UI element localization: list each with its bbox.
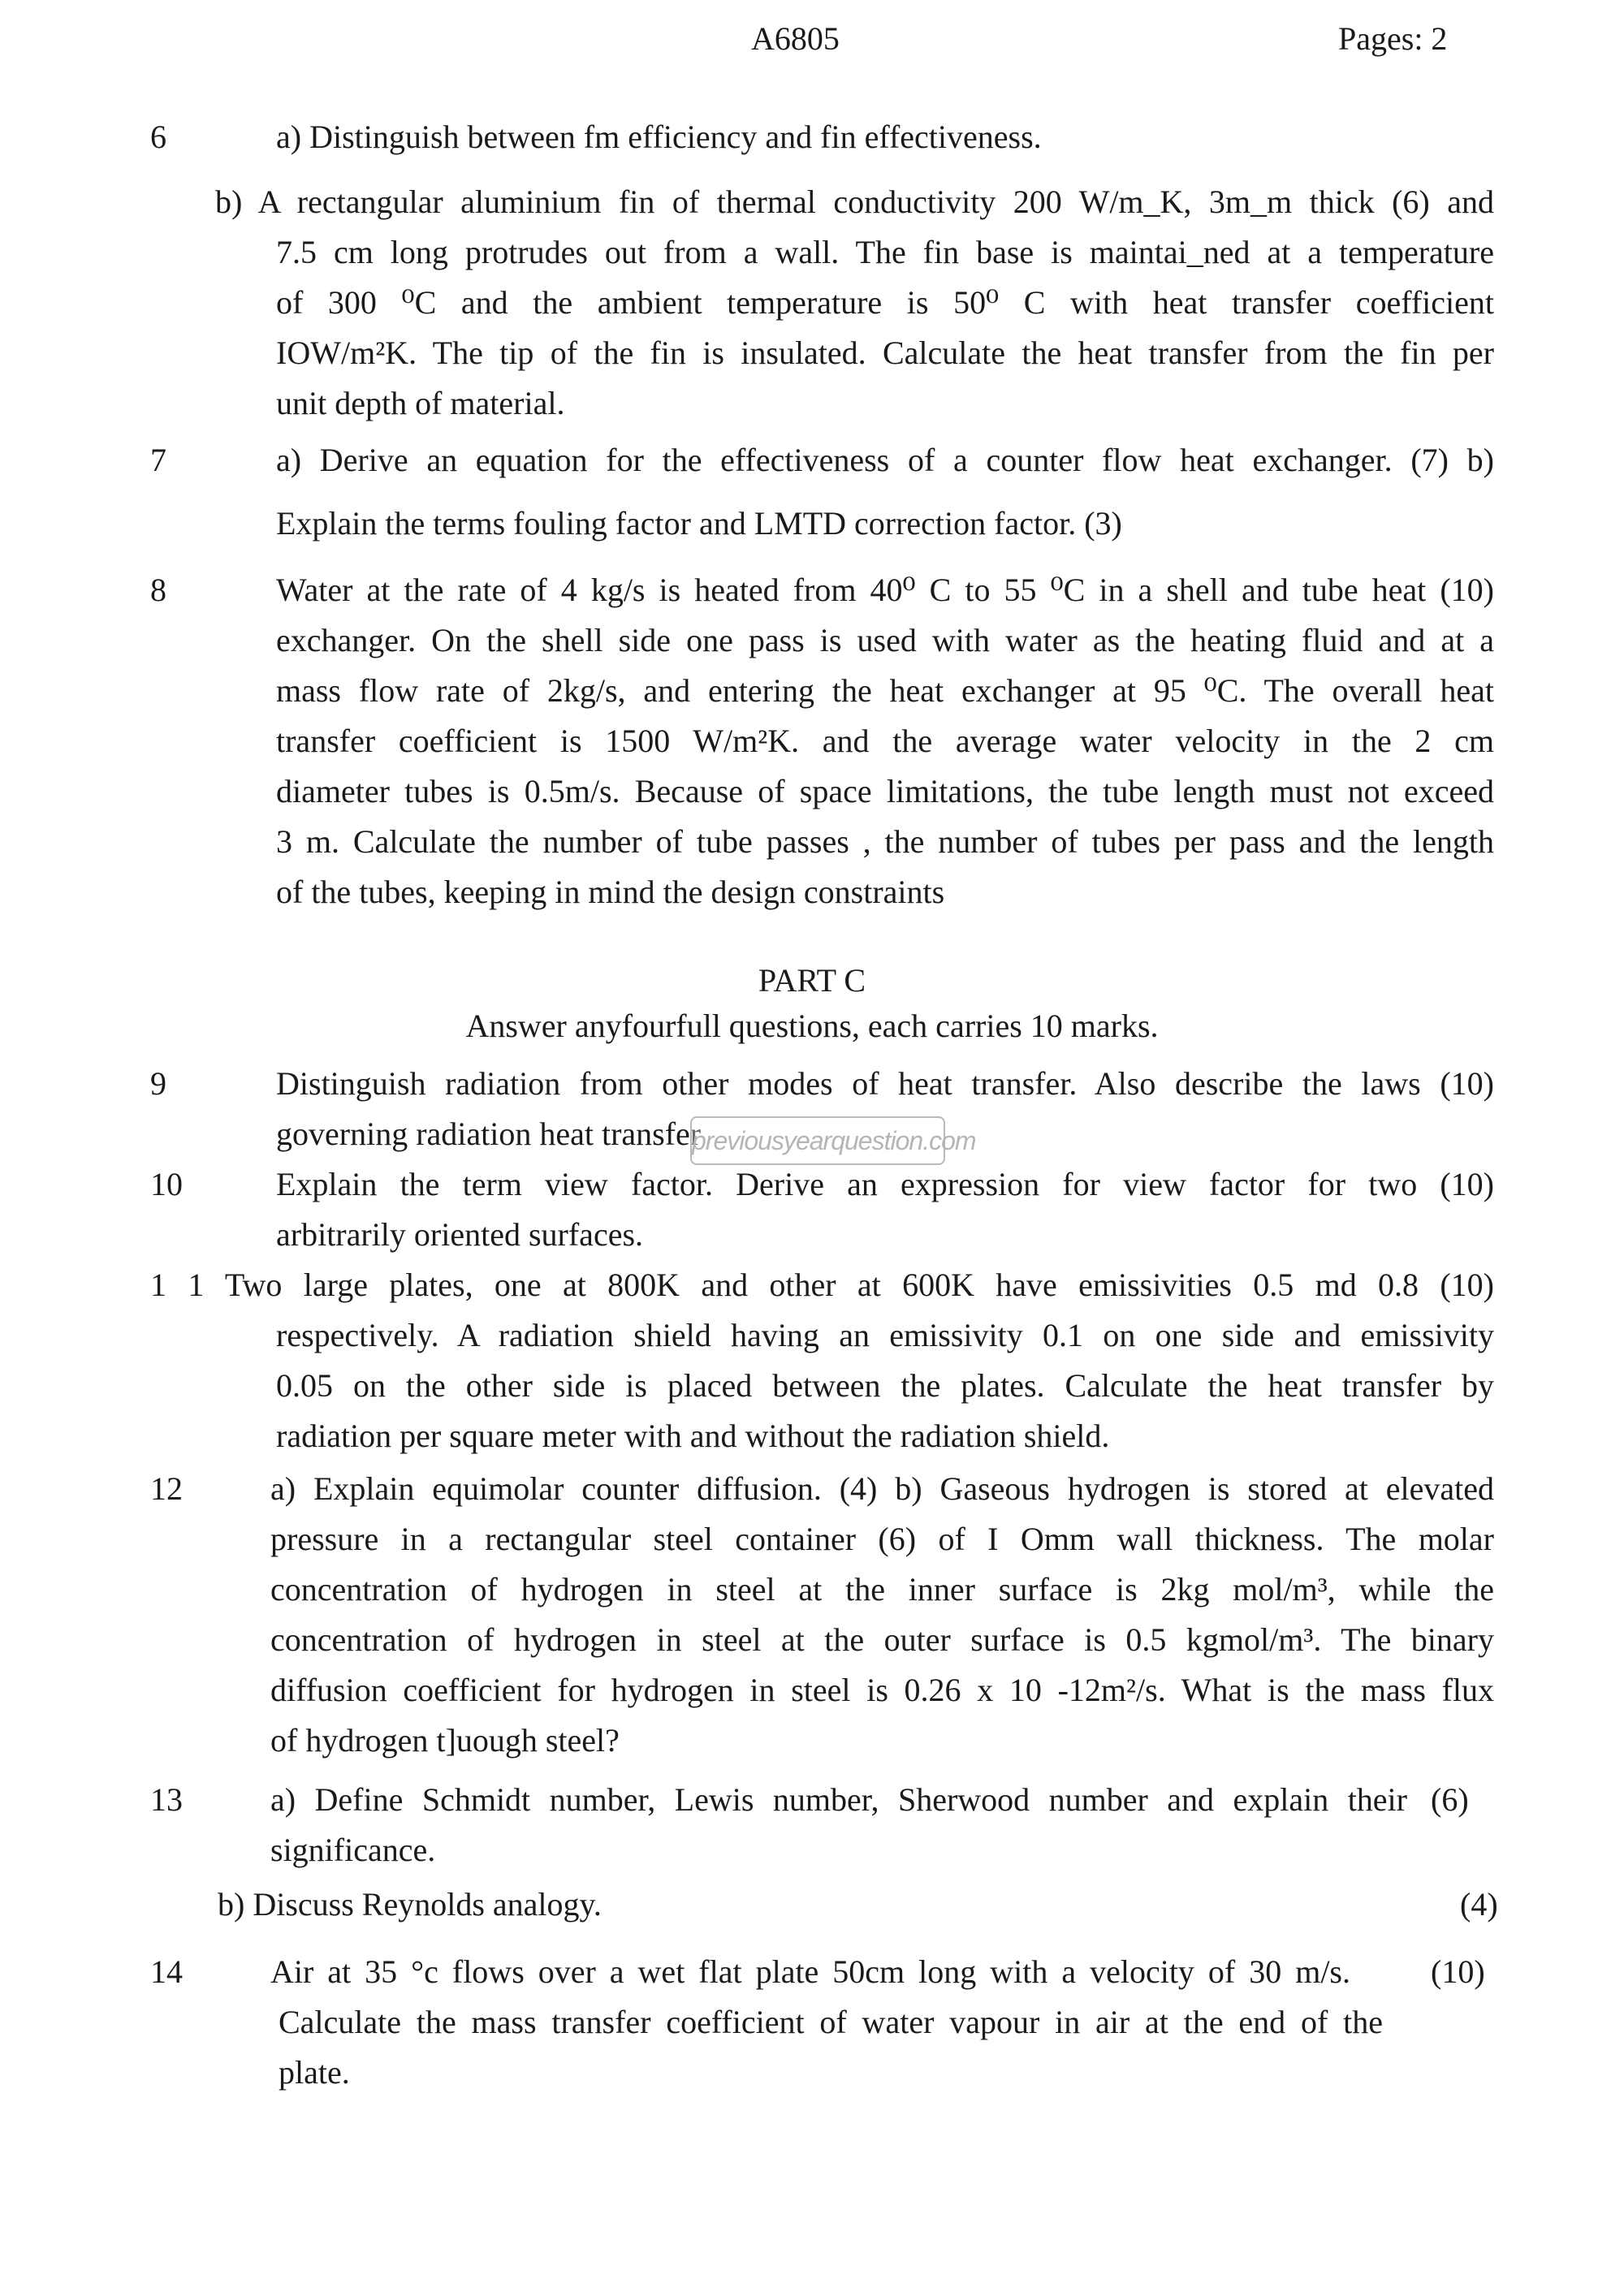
page-count: Pages: 2: [1338, 20, 1448, 57]
question-number-8: 8: [150, 572, 166, 608]
question-13a: [270, 1775, 1407, 1875]
question-12-line: pressure in a rectangular steel container (6) of I Omm wall thickness. The molar: [270, 1521, 1494, 1557]
part-c-title: PART C: [758, 962, 866, 999]
question-8-line: of the tubes, keeping in mind the design constraints: [276, 874, 945, 910]
question-14-line: Calculate the mass transfer coefficient of water vapour in air at the end of the: [279, 2004, 1383, 2040]
question-12-line: concentration of hydrogen in steel at the inner surface is 2kg mol/m³, while the: [270, 1571, 1494, 1608]
question-11-line: 1 1 Two large plates, one at 800K and other at 600K have emissivities 0.5 md 0.8 (10): [150, 1267, 1494, 1303]
question-9-line: Distinguish radiation from other modes of heat transfer. Also describe the laws (10): [276, 1065, 1494, 1102]
marks-14: (10): [1431, 1953, 1485, 1990]
question-8-line: diameter tubes is 0.5m/s. Because of space limitations, the tube length must not exceed: [276, 773, 1494, 809]
question-8-line: Water at the rate of 4 kg/s is heated from 40⁰ C to 55 ⁰C in a shell and tube heat (10): [276, 572, 1494, 608]
question-14-line: Air at 35 °c flows over a wet flat plate 50cm long with a velocity of 30 m/s.: [270, 1953, 1350, 1990]
question-14: [270, 1947, 1350, 1997]
question-6b-line: unit depth of material.: [276, 385, 565, 421]
marks-13a: (6): [1431, 1781, 1469, 1818]
question-6b-line: b) A rectangular aluminium fin of thermal conductivity 200 W/m_K, 3m_m thick (6) and: [215, 183, 1494, 220]
question-11-first-line: [150, 1260, 1494, 1310]
question-13b: [218, 1880, 1273, 1930]
question-8-line: 3 m. Calculate the number of tube passes , the number of tubes per pass and the length: [276, 823, 1494, 860]
part-c-instruction: Answer anyfourfull questions, each carries 10 marks.: [465, 1008, 1159, 1044]
question-number-9: 9: [150, 1065, 166, 1102]
question-6a: [276, 112, 1494, 162]
question-number-13: 13: [150, 1781, 183, 1818]
question-12-line: concentration of hydrogen in steel at the outer surface is 0.5 kgmol/m³. The binary: [270, 1621, 1494, 1658]
question-12-line: a) Explain equimolar counter diffusion. (4) b) Gaseous hydrogen is stored at elevated: [270, 1470, 1494, 1507]
question-7-line: a) Derive an equation for the effectiveness of a counter flow heat exchanger. (7) b): [276, 442, 1494, 478]
question-number-12: 12: [150, 1470, 183, 1507]
question-9-line: governing radiation heat transfer: [276, 1116, 702, 1152]
question-11-line: respectively. A radiation shield having an emissivity 0.1 on one side and emissivity: [276, 1317, 1494, 1353]
question-7-line: Explain the terms fouling factor and LMTD correction factor. (3): [276, 505, 1122, 542]
question-10: [276, 1159, 1494, 1260]
question-10-line: arbitrarily oriented surfaces.: [276, 1216, 644, 1253]
question-12-line: diffusion coefficient for hydrogen in steel is 0.26 x 10 -12m²/s. What is the mass flux: [270, 1672, 1494, 1708]
question-6a-text: a) Distinguish between fm efficiency and fin effectiveness.: [276, 119, 1042, 155]
question-8-line: transfer coefficient is 1500 W/m²K. and the average water velocity in the 2 cm: [276, 723, 1494, 759]
question-6b-line: IOW/m²K. The tip of the fin is insulated. Calculate the heat transfer from the fin per: [276, 334, 1494, 371]
question-13a-line: significance.: [270, 1832, 436, 1868]
question-6b-line: 7.5 cm long protrudes out from a wall. The fin base is maintai_ned at a temperature: [276, 234, 1494, 270]
question-14-cont: [279, 1997, 1383, 2098]
question-number-14: 14: [150, 1953, 183, 1990]
question-7-cont: [276, 498, 1494, 549]
question-13a-line: a) Define Schmidt number, Lewis number, Sherwood number and explain their: [270, 1781, 1407, 1818]
question-13b-line: b) Discuss Reynolds analogy.: [218, 1886, 602, 1923]
question-11: [276, 1310, 1494, 1461]
question-12-line: of hydrogen t]uough steel?: [270, 1722, 620, 1759]
question-7: [276, 435, 1494, 486]
marks-13b: (4): [1460, 1886, 1498, 1923]
question-8-line: mass flow rate of 2kg/s, and entering the heat exchanger at 95 ⁰C. The overall heat: [276, 672, 1494, 709]
question-11-line: 0.05 on the other side is placed between the plates. Calculate the heat transfer by: [276, 1367, 1494, 1404]
question-number-10: 10: [150, 1166, 183, 1202]
question-6b: [276, 227, 1494, 429]
question-number-7: 7: [150, 442, 166, 478]
question-12: [270, 1464, 1494, 1766]
question-14-line: plate.: [279, 2054, 350, 2091]
question-8: [276, 565, 1494, 917]
question-6b-line: of 300 ⁰C and the ambient temperature is 50⁰ C with heat transfer coefficient: [276, 284, 1494, 321]
question-10-line: Explain the term view factor. Derive an expression for view factor for two (10): [276, 1166, 1494, 1202]
question-11-line: radiation per square meter with and without the radiation shield.: [276, 1418, 1110, 1454]
question-6b-first-line: [215, 177, 1494, 227]
question-8-line: exchanger. On the shell side one pass is used with water as the heating fluid and at a: [276, 622, 1494, 658]
question-number-6: 6: [150, 119, 166, 155]
watermark-logo: previousyearquestion.com: [690, 1116, 945, 1165]
paper-code: A6805: [751, 20, 840, 57]
